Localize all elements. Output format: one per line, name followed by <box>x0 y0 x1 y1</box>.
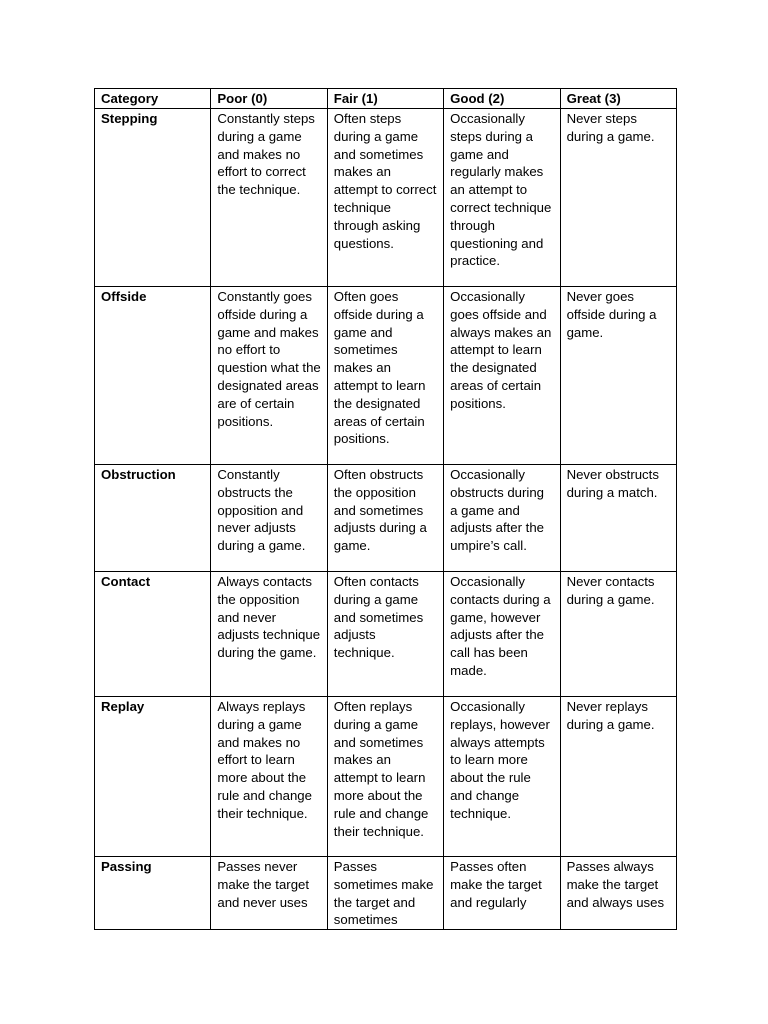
table-row <box>95 109 677 287</box>
poor-cell: Constantly goes offside during a game and makes no effort to question what the designated areas are of certain positions. <box>211 287 327 465</box>
good-cell: Passes often make the target and regularly <box>444 857 560 930</box>
great-cell: Never contacts during a game. <box>560 572 676 697</box>
fair-cell: Often obstructs the opposition and sometimes adjusts during a game. <box>327 465 443 572</box>
great-cell: Passes always make the target and always uses <box>560 857 676 930</box>
category-cell: Passing <box>95 857 211 930</box>
header-great: Great (3) <box>560 89 676 109</box>
category-cell: Offside <box>95 287 211 465</box>
fair-cell: Often steps during a game and sometimes makes an attempt to correct technique through asking questions. <box>327 109 443 287</box>
good-cell: Occasionally obstructs during a game and adjusts after the umpire’s call. <box>444 465 560 572</box>
category-cell: Obstruction <box>95 465 211 572</box>
header-fair: Fair (1) <box>327 89 443 109</box>
header-good: Good (2) <box>444 89 560 109</box>
table-row <box>95 287 677 465</box>
great-cell: Never steps during a game. <box>560 109 676 287</box>
fair-cell: Passes sometimes make the target and sometimes <box>327 857 443 930</box>
fair-cell: Often contacts during a game and sometimes adjusts technique. <box>327 572 443 697</box>
table-row <box>95 857 677 930</box>
good-cell: Occasionally replays, however always attempts to learn more about the rule and change technique. <box>444 697 560 857</box>
category-cell: Contact <box>95 572 211 697</box>
category-cell: Stepping <box>95 109 211 287</box>
table-row <box>95 697 677 857</box>
category-cell: Replay <box>95 697 211 857</box>
poor-cell: Constantly obstructs the opposition and never adjusts during a game. <box>211 465 327 572</box>
header-category: Category <box>95 89 211 109</box>
fair-cell: Often goes offside during a game and sometimes makes an attempt to learn the designated areas of certain positions. <box>327 287 443 465</box>
poor-cell: Constantly steps during a game and makes no effort to correct the technique. <box>211 109 327 287</box>
table-row <box>95 465 677 572</box>
fair-cell: Often replays during a game and sometimes makes an attempt to learn more about the rule and change their technique. <box>327 697 443 857</box>
poor-cell: Always replays during a game and makes no effort to learn more about the rule and change their technique. <box>211 697 327 857</box>
good-cell: Occasionally goes offside and always makes an attempt to learn the designated areas of certain positions. <box>444 287 560 465</box>
table-row <box>95 572 677 697</box>
good-cell: Occasionally contacts during a game, however adjusts after the call has been made. <box>444 572 560 697</box>
great-cell: Never replays during a game. <box>560 697 676 857</box>
poor-cell: Always contacts the opposition and never adjusts technique during the game. <box>211 572 327 697</box>
great-cell: Never obstructs during a match. <box>560 465 676 572</box>
good-cell: Occasionally steps during a game and regularly makes an attempt to correct technique through questioning and practice. <box>444 109 560 287</box>
great-cell: Never goes offside during a game. <box>560 287 676 465</box>
poor-cell: Passes never make the target and never uses <box>211 857 327 930</box>
rubric-table <box>94 88 677 930</box>
header-row <box>95 89 677 109</box>
header-poor: Poor (0) <box>211 89 327 109</box>
